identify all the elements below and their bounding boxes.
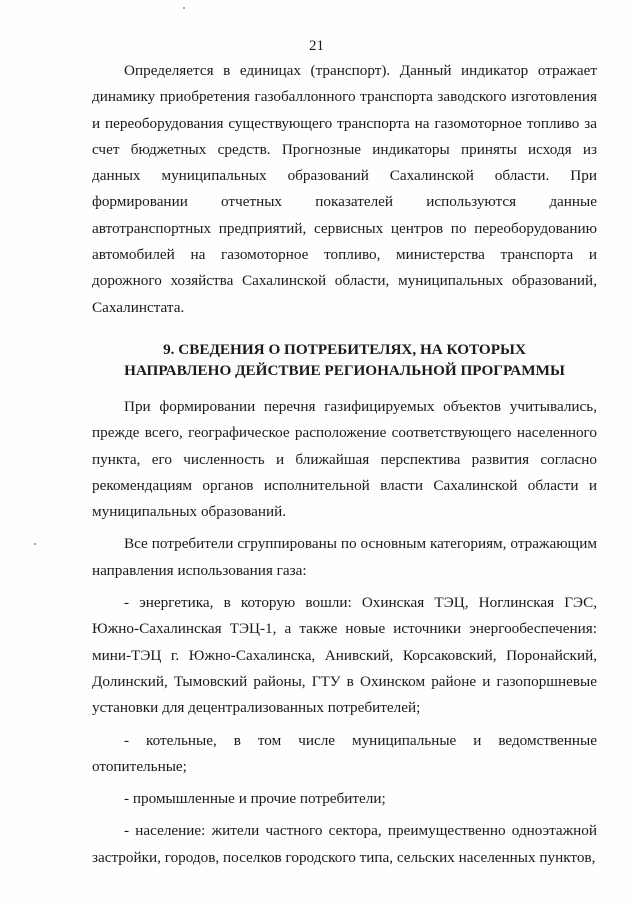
scan-speck (183, 7, 185, 9)
list-item-energy: - энергетика, в которую вошли: Охинская ТЭЦ, Ноглинская ГЭС, Южно-Сахалинская ТЭЦ-1, а также новые источники энергообеспечения: мини-ТЭЦ г. Южно-Сахалинска, Анивский, Корсаковский, Поронайский, Долинский, Тымовский районы, ГТУ в Охинском районе и газопоршневые установки для децентрализованных потребителей; (92, 594, 597, 717)
list-item-population: - население: жители частного сектора, преимущественно одноэтажной застройки, городов, поселков городского типа, сельских населенных пунктов, (92, 822, 597, 866)
section-heading-line-1: 9. СВЕДЕНИЯ О ПОТРЕБИТЕЛЯХ, НА КОТОРЫХ (163, 340, 526, 358)
scan-speck (34, 543, 36, 545)
intro-paragraph: Определяется в единицах (транспорт). Данный индикатор отражает динамику приобретения газобаллонного транспорта заводского изготовления и переоборудования существующего транспорта на газомоторное топливо за счет бюджетных средств. Прогнозные индикаторы приняты исходя из данных муниципальных образований Сахалинской области. При формировании отчетных показателей используются данные автотранспортных предприятий, сервисных центров по переоборудованию автомобилей на газомоторное топливо, министерства транспорта и дорожного хозяйства Сахалинской области, муниципальных образований, Сахалинстата. (92, 62, 597, 316)
section-heading (92, 339, 597, 381)
section-paragraph-1: При формировании перечня газифицируемых объектов учитывались, прежде всего, географическое расположение соответствующего населенного пункта, его численность и ближайшая перспектива развития согласно рекомендациям органов исполнительной власти Сахалинской области и муниципальных образований. (92, 397, 597, 521)
list-item-boilers: - котельные, в том числе муниципальные и ведомственные отопительные; (92, 731, 597, 775)
page-number: 21 (309, 38, 324, 54)
page-body (92, 58, 597, 871)
section-paragraph-2: Все потребители сгруппированы по основным категориям, отражающим направления использования газа: (92, 535, 597, 579)
list-item-industrial: - промышленные и прочие потребители; (124, 790, 386, 808)
section-heading-line-2: НАПРАВЛЕНО ДЕЙСТВИЕ РЕГИОНАЛЬНОЙ ПРОГРАММЫ (124, 361, 565, 379)
